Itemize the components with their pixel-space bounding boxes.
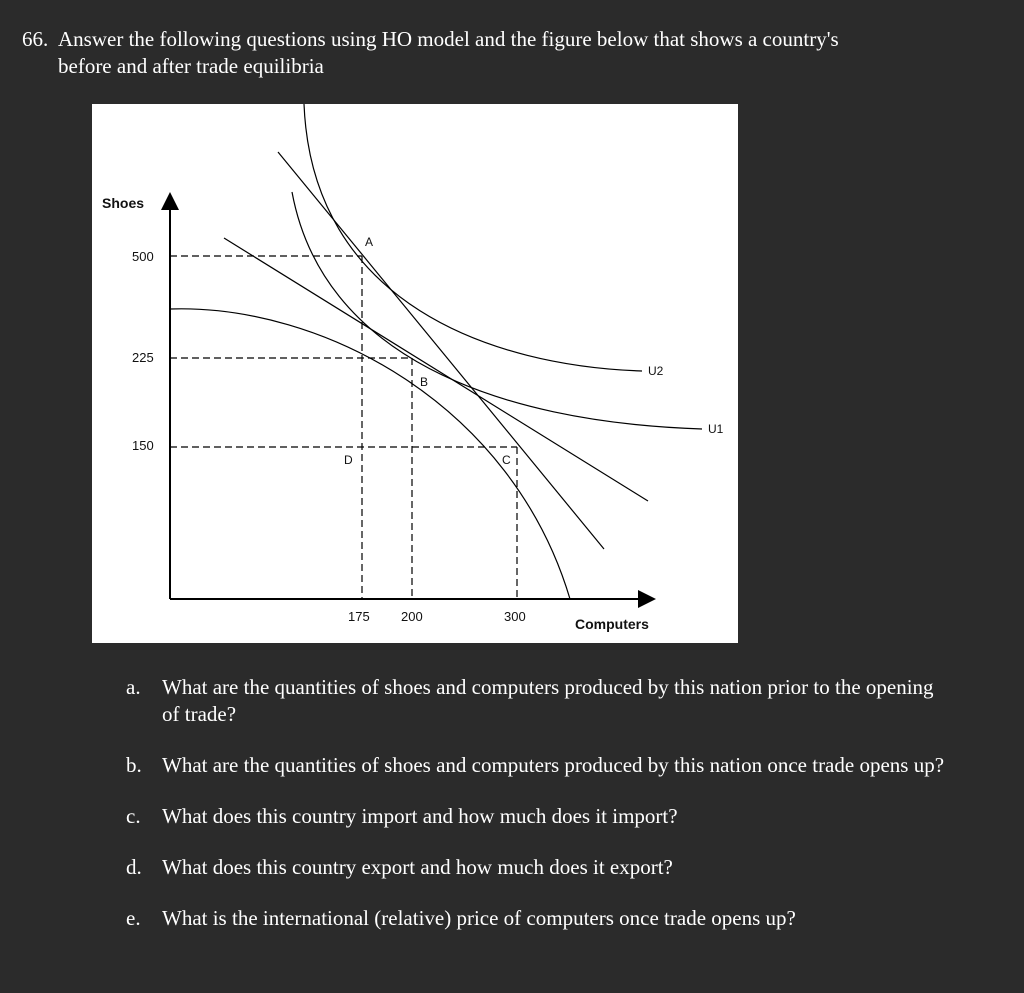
y-tick-225: 225	[132, 350, 154, 365]
x-tick-200: 200	[401, 609, 423, 624]
subquestion-letter: d.	[126, 855, 142, 879]
subquestion-text: What is the international (relative) price of computers once trade opens up?	[162, 906, 796, 930]
subquestion-letter: b.	[126, 753, 142, 777]
figure	[92, 104, 738, 643]
subquestion-text: What does this country import and how much does it import?	[162, 804, 678, 828]
y-axis-label: Shoes	[102, 195, 145, 211]
curve-label-u1: U1	[708, 422, 724, 436]
series-u1	[292, 192, 702, 429]
y-axis-arrow-icon	[161, 192, 179, 210]
question-header	[22, 26, 982, 80]
curve-label-u2: U2	[648, 364, 664, 378]
subquestion-b	[126, 752, 946, 779]
subquestion-text: What are the quantities of shoes and computers produced by this nation once trade opens up?	[162, 753, 945, 777]
x-tick-300: 300	[504, 609, 526, 624]
subquestion-c	[126, 803, 946, 830]
question-text-line-1: Answer the following questions using HO model and the figure below that shows a country's	[58, 27, 839, 51]
series-u2	[304, 104, 642, 371]
subquestion-text: What are the quantities of shoes and computers produced by this nation prior to the opening of trade?	[162, 675, 934, 726]
ho-model-chart	[92, 104, 738, 643]
series-post-trade-price	[278, 152, 604, 549]
series-pre-trade-price	[224, 238, 648, 501]
point-d-label: D	[344, 453, 353, 467]
y-tick-150: 150	[132, 438, 154, 453]
x-axis-arrow-icon	[638, 590, 656, 608]
subquestion-d	[126, 854, 946, 881]
point-a-label: A	[365, 235, 374, 249]
question-text-line-2: before and after trade equilibria	[58, 54, 324, 78]
x-tick-175: 175	[348, 609, 370, 624]
subquestion-letter: e.	[126, 906, 141, 930]
y-tick-500: 500	[132, 249, 154, 264]
subquestion-text: What does this country export and how much does it export?	[162, 855, 673, 879]
x-axis-label: Computers	[575, 616, 649, 632]
subquestion-letter: a.	[126, 675, 141, 699]
subquestion-list	[126, 674, 946, 956]
subquestion-e	[126, 905, 946, 932]
question-number: 66.	[22, 27, 49, 51]
subquestion-a	[126, 674, 946, 728]
subquestion-letter: c.	[126, 804, 141, 828]
point-c-label: C	[502, 453, 511, 467]
question-line-1	[22, 26, 982, 53]
point-b-label: B	[420, 375, 429, 389]
